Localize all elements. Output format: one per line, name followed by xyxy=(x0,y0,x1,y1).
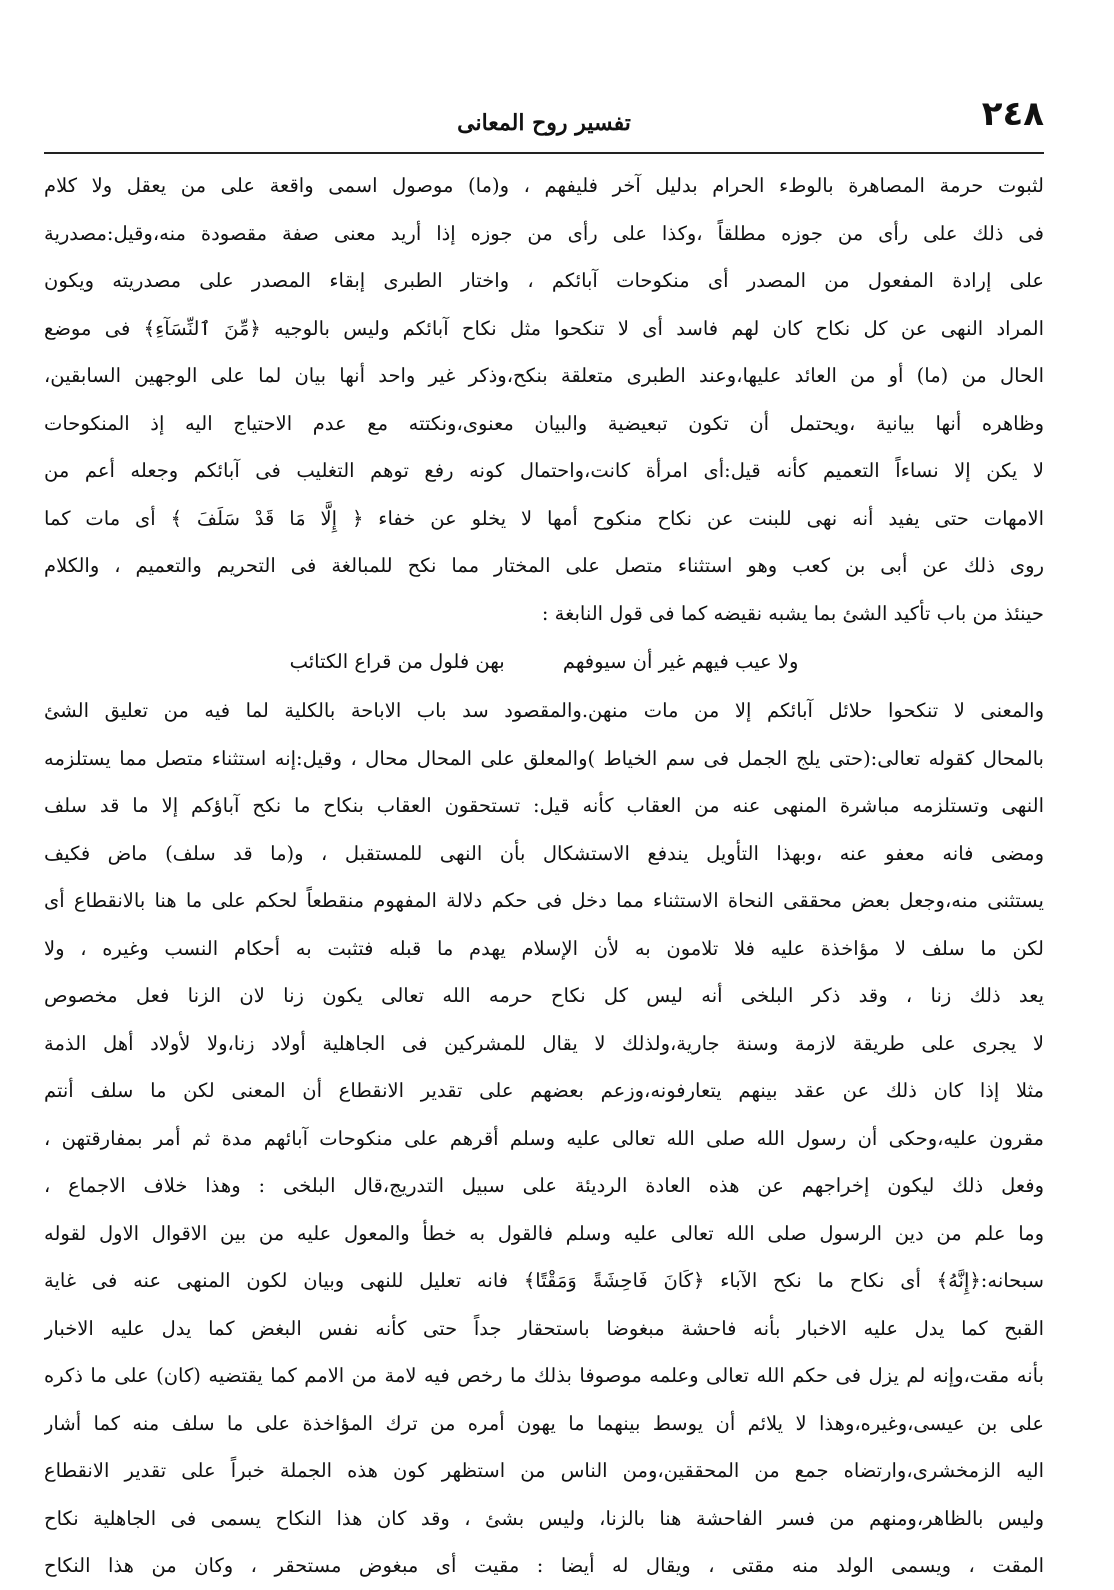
verse-first-hemistich: ولا عيب فيهم غير أن سيوفهم xyxy=(562,650,799,673)
text-line: المقت ، ويسمى الولد منه مقتى ، ويقال له أيضا : مقيت أى مبغوض مستحقر ، وكان من هذا النكاح xyxy=(44,1554,1044,1577)
text-line: النهى وتستلزمه مباشرة المنهى عنه من العقاب كأنه قيل: تستحقون العقاب بنكاح ما نكح آباؤكم إلا ما قد سلف xyxy=(44,794,1044,817)
text-line: بأنه مقت،وإنه لم يزل فى حكم الله تعالى وعلمه موصوفا بذلك ما رخص فيه لامة من الامم كما يقتضيه (كان) على ما ذكره xyxy=(44,1364,1044,1387)
text-line: وما علم من دين الرسول صلى الله تعالى عليه وسلم فالقول به خطأ والمعول عليه من بين الاقوال الاول لقوله xyxy=(44,1221,1044,1245)
text-line: يستثنى منه،وجعل بعض محققى النحاة الاستثناء مما دخل فى حكم دلالة المفهوم منقطعاً لحكم على ما هنا بالانقطاع أى xyxy=(44,889,1044,912)
text-line: الحال من (ما) أو من العائد عليها،وعند الطبرى متعلقة بنكح،وذكر غير واحد أنها بيان لما على الوجهين السابقين، xyxy=(44,364,1044,387)
text-block-after-verse xyxy=(44,687,1044,1590)
book-title: تفسير روح المعانى xyxy=(457,110,631,136)
text-line: لثبوت حرمة المصاهرة بالوطء الحرام بدليل آخر فليفهم ، و(ما) موصول اسمى واقعة على من يعقل ولا كلام xyxy=(44,174,1044,197)
verse-second-hemistich: بهن فلول من قراع الكتائب xyxy=(289,650,505,673)
page-number: ٢٤٨ xyxy=(981,94,1044,134)
text-line: والمعنى لا تنكحوا حلائل آبائكم إلا من مات منهن.والمقصود سد باب الاباحة بالكلية لما فيه من تعليق الشئ xyxy=(44,699,1044,722)
text-line: القبح كما يدل عليه الاخبار بأنه فاحشة مبغوضا باستحقار جداً حتى كأنه نفس البغض كما يدل عليه الاخبار xyxy=(44,1316,1044,1340)
text-line: لا يجرى على طريقة لازمة وسنة جارية،ولذلك لا يقال للمشركين فى الجاهلية أولاد زنا،ولا لأولاد أهل الذمة xyxy=(44,1031,1044,1055)
text-line: اليه الزمخشرى،وارتضاه جمع من المحققين،ومن الناس من استظهر كون هذه الجملة خبراً على تقدير الانقطاع xyxy=(44,1459,1044,1482)
text-line: على بن عيسى،وغيره،وهذا لا يلائم أن يوسط بينهما ما يهون أمره من ترك المؤاخذة على ما سلف منه كما أشار xyxy=(44,1411,1044,1435)
text-line: الامهات حتى يفيد أنه نهى للبنت عن نكاح منكوح أمها لا يخلو عن خفاء ﴿ إِلَّا مَا قَدْ سَلَفَ ﴾ أى مات كما xyxy=(44,506,1044,530)
text-line: حينئذ من باب تأكيد الشئ بما يشبه نقيضه كما فى قول النابغة : xyxy=(541,601,1044,625)
text-line: روى ذلك عن أبى بن كعب وهو استثناء متصل على المختار مما نكح للمبالغة فى التحريم والتعميم ، والكلام xyxy=(44,554,1044,577)
text-line: لكن ما سلف لا مؤاخذة عليه فلا تلامون به لأن الإسلام يهدم ما قبله فتثبت به أحكام النسب وغيره ، ولا xyxy=(44,936,1044,960)
text-line: مثلا إذا كان ذلك عن عقد بينهم يتعارفونه،وزعم بعضهم على تقدير الانقطاع أن المعنى لكن ما سلف أنتم xyxy=(44,1079,1044,1102)
text-line: وفعل ذلك ليكون إخراجهم عن هذه العادة الرديئة على سبيل التدريج،قال البلخى : وهذا خلاف الاجماع ، xyxy=(44,1174,1044,1197)
text-line: سبحانه:﴿إِنَّهُ﴾ أى نكاح ما نكح الآباء ﴿كَانَ فَاحِشَةً وَمَقْتًا﴾ فانه تعليل للنهى وبيان لكون المنهى عنه فى غاية xyxy=(44,1269,1044,1292)
text-line: يعد ذلك زنا ، وقد ذكر البلخى أنه ليس كل نكاح حرمه الله تعالى يكون زنا لان الزنا فعل مخصوص xyxy=(44,984,1044,1007)
text-line: على إرادة المفعول من المصدر أى منكوحات آبائكم ، واختار الطبرى إبقاء المصدر على مصدريته ويكون xyxy=(44,269,1044,292)
commentary-text xyxy=(44,162,1044,1590)
text-line: وليس بالظاهر،ومنهم من فسر الفاحشة هنا بالزنا، وليس بشئ ، وقد كان هذا النكاح يسمى فى الجاهلية نكاح xyxy=(44,1506,1044,1530)
text-line: ومضى فانه معفو عنه ،وبهذا التأويل يندفع الاستشكال بأن النهى للمستقبل ، و(ما قد سلف) ماض فكيف xyxy=(44,841,1044,865)
text-line: لا يكن إلا نساءاً التعميم كأنه قيل:أى امرأة كانت،واحتمال كونه رفع توهم التغليب فى آبائكم وجعله أعم من xyxy=(44,459,1044,482)
text-block-before-verse xyxy=(44,162,1044,637)
text-line: مقرون عليه،وحكى أن رسول الله صلى الله تعالى عليه وسلم أقرهم على منكوحات آبائهم مدة ثم أمر بمفارقتهن ، xyxy=(44,1126,1044,1150)
text-line: المراد النهى عن كل نكاح كان لهم فاسد أى لا تنكحوا مثل نكاح آبائكم وليس بالوجيه ﴿مِّنَ ٱلنِّسَآءِ﴾ فى موضع xyxy=(44,316,1044,340)
running-head xyxy=(44,96,1044,154)
text-line: بالمحال كقوله تعالى:(حتى يلج الجمل فى سم الخياط )والمعلق على المحال محال ، وقيل:إنه استثناء متصل مما يستلزمه xyxy=(44,746,1044,770)
poetry-verse xyxy=(44,637,1044,687)
text-line: وظاهره أنها بيانية ،ويحتمل أن تكون تبعيضية والبيان معنوى،ونكتته مع عدم الاحتياج اليه إذ المنكوحات xyxy=(44,411,1044,435)
text-line: فى ذلك على رأى من جوزه مطلقاً ،وكذا على رأى من جوزه إذا أريد معنى صفة مقصودة منه،وقيل:مصدرية xyxy=(44,221,1044,245)
